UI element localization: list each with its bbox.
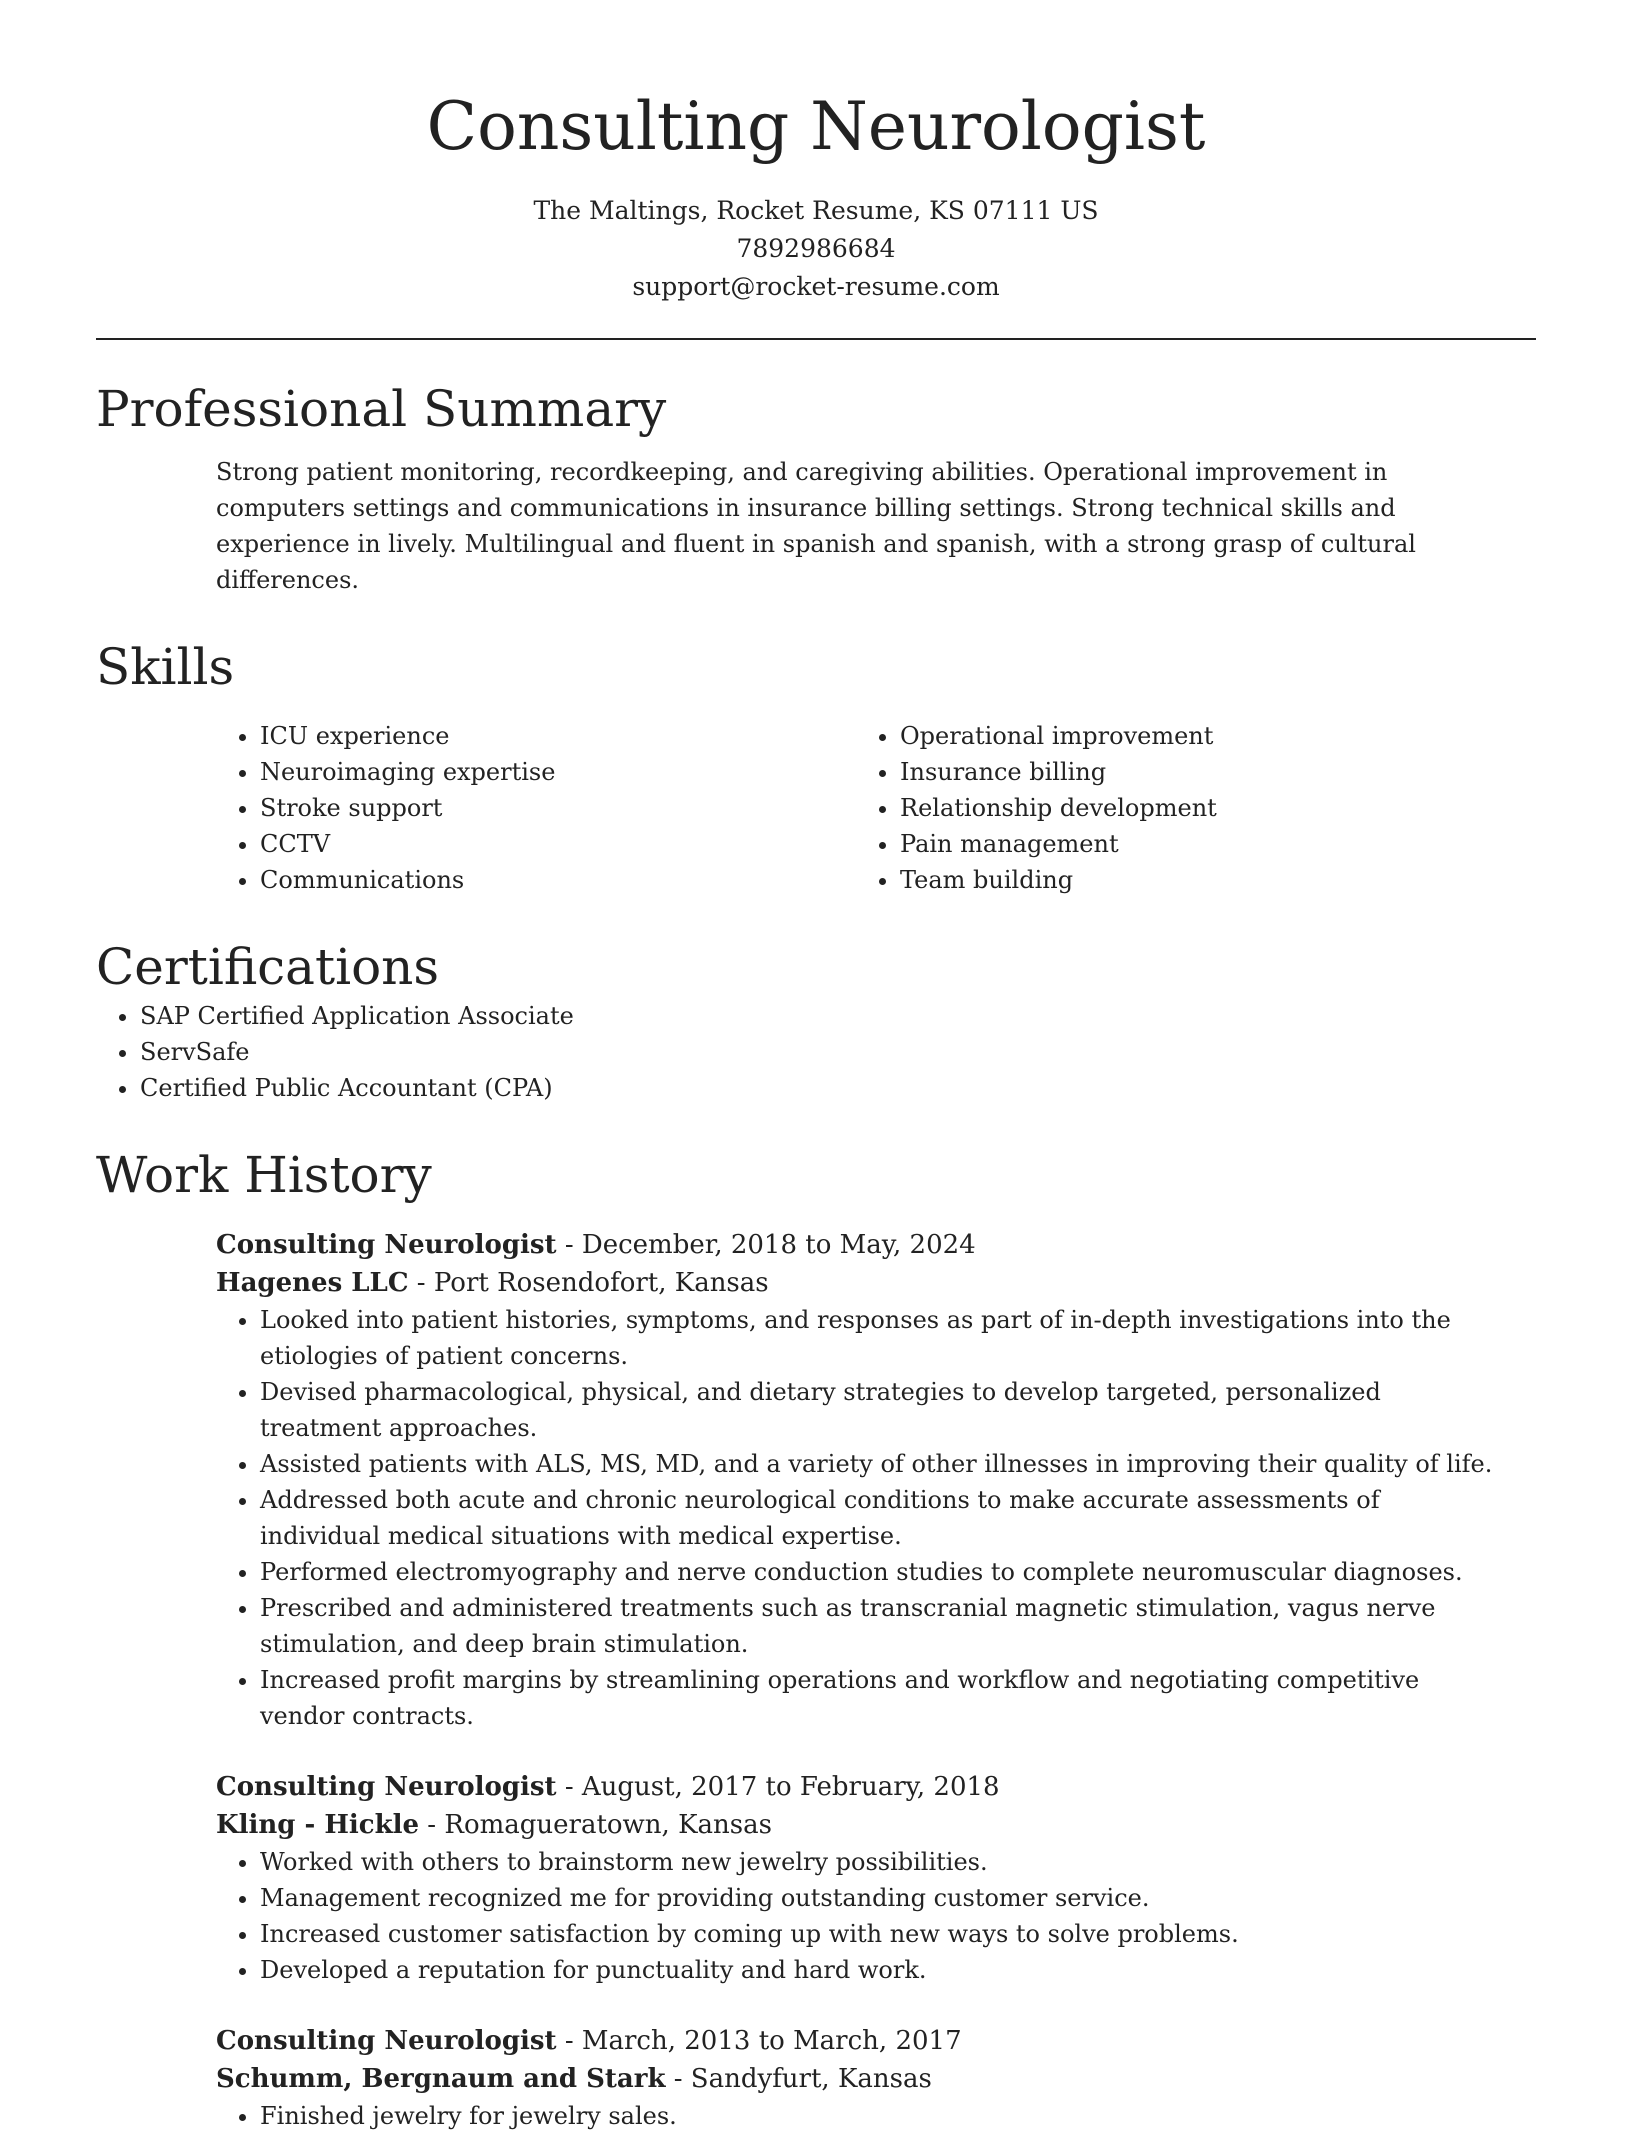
job-entry	[216, 1226, 1496, 1734]
job-duty-item: • Increased customer satisfaction by coming up with new ways to solve problems.	[260, 1916, 1496, 1952]
certifications-section	[96, 936, 1536, 1106]
skill-item: • Operational improvement	[900, 718, 1496, 754]
contact-email: support@rocket-resume.com	[632, 272, 1000, 301]
skills-list-right	[856, 718, 1496, 898]
job-duty-item: • Devised pharmacological, physical, and dietary strategies to develop targeted, personalized treatment approaches.	[260, 1374, 1496, 1446]
job-duty-item: • Looked into patient histories, symptoms, and responses as part of in-depth investigations into the etiologies of patient concerns.	[260, 1302, 1496, 1374]
resume-title: Consulting Neurologist	[426, 88, 1206, 165]
job-entry	[216, 2022, 1496, 2134]
job-duty-item: • Assisted patients with ALS, MS, MD, and a variety of other illnesses in improving their quality of life.	[260, 1446, 1496, 1482]
job-company: Schumm, Bergnaum and Stark	[216, 2064, 666, 2094]
job-company-line	[216, 1264, 1496, 1302]
job-duty-item: • Addressed both acute and chronic neurological conditions to make accurate assessments of individual medical situations with medical expertise.	[260, 1482, 1496, 1554]
skill-item: • Communications	[260, 862, 856, 898]
skill-item: • Pain management	[900, 826, 1496, 862]
job-location: - Port Rosendofort, Kansas	[408, 1268, 769, 1298]
job-duty-item: • Performed electromyography and nerve conduction studies to complete neuromuscular diagnoses.	[260, 1554, 1496, 1590]
skills-heading: Skills	[96, 638, 235, 696]
skills-list-left	[216, 718, 856, 898]
job-company: Kling - Hickle	[216, 1810, 420, 1840]
header-divider	[96, 338, 1536, 340]
job-duties-list	[216, 2098, 1496, 2134]
skill-item: • Relationship development	[900, 790, 1496, 826]
job-title-line	[216, 2022, 1496, 2060]
job-location: - Romagueratown, Kansas	[419, 1810, 772, 1840]
job-company: Hagenes LLC	[216, 1268, 409, 1298]
job-duty-item: • Worked with others to brainstorm new jewelry possibilities.	[260, 1844, 1496, 1880]
work-history-section	[96, 1144, 1536, 2134]
certifications-heading: Certifications	[96, 938, 440, 996]
summary-text: Strong patient monitoring, recordkeeping, and caregiving abilities. Operational improvement in computers settings and communications in insurance billing settings. Strong technical skills and experience in lively. Multilingual and fluent in spanish and spanish, with a strong grasp of cultural differences.	[216, 458, 1416, 594]
skill-item: • CCTV	[260, 826, 856, 862]
job-duty-item: • Prescribed and administered treatments such as transcranial magnetic stimulation, vagus nerve stimulation, and deep brain stimulation.	[260, 1590, 1496, 1662]
job-duties-list	[216, 1302, 1496, 1734]
summary-section	[96, 378, 1536, 598]
skill-item: • Stroke support	[260, 790, 856, 826]
job-company-line	[216, 1806, 1496, 1844]
job-role: Consulting Neurologist	[216, 1772, 557, 1802]
job-entry	[216, 1768, 1496, 1988]
certification-item: • SAP Certified Application Associate	[140, 998, 1536, 1034]
summary-heading: Professional Summary	[96, 380, 667, 438]
job-title-line	[216, 1768, 1496, 1806]
skill-item: • Neuroimaging expertise	[260, 754, 856, 790]
skills-columns	[216, 718, 1496, 898]
certification-item: • ServSafe	[140, 1034, 1536, 1070]
skill-item: • ICU experience	[260, 718, 856, 754]
job-role: Consulting Neurologist	[216, 1230, 557, 1260]
job-duties-list	[216, 1844, 1496, 1988]
contact-phone: 7892986684	[736, 234, 896, 263]
resume-page	[96, 0, 1536, 2134]
job-duty-item: • Finished jewelry for jewelry sales.	[260, 2098, 1496, 2134]
job-location: - Sandyfurt, Kansas	[665, 2064, 932, 2094]
job-dates: - March, 2013 to March, 2017	[556, 2026, 962, 2056]
skill-item: • Insurance billing	[900, 754, 1496, 790]
job-title-line	[216, 1226, 1496, 1264]
job-duty-item: • Increased profit margins by streamlining operations and workflow and negotiating competitive vendor contracts.	[260, 1662, 1496, 1734]
job-role: Consulting Neurologist	[216, 2026, 557, 2056]
job-dates: - August, 2017 to February, 2018	[556, 1772, 1000, 1802]
job-company-line	[216, 2060, 1496, 2098]
job-duty-item: • Developed a reputation for punctuality and hard work.	[260, 1952, 1496, 1988]
skills-section	[96, 636, 1536, 898]
skill-item: • Team building	[900, 862, 1496, 898]
certifications-list	[96, 998, 1536, 1106]
job-duty-item: • Management recognized me for providing outstanding customer service.	[260, 1880, 1496, 1916]
contact-address: The Maltings, Rocket Resume, KS 07111 US	[533, 196, 1099, 225]
job-dates: - December, 2018 to May, 2024	[556, 1230, 976, 1260]
certification-item: • Certified Public Accountant (CPA)	[140, 1070, 1536, 1106]
work-history-heading: Work History	[96, 1146, 432, 1204]
contact-block	[96, 192, 1536, 306]
